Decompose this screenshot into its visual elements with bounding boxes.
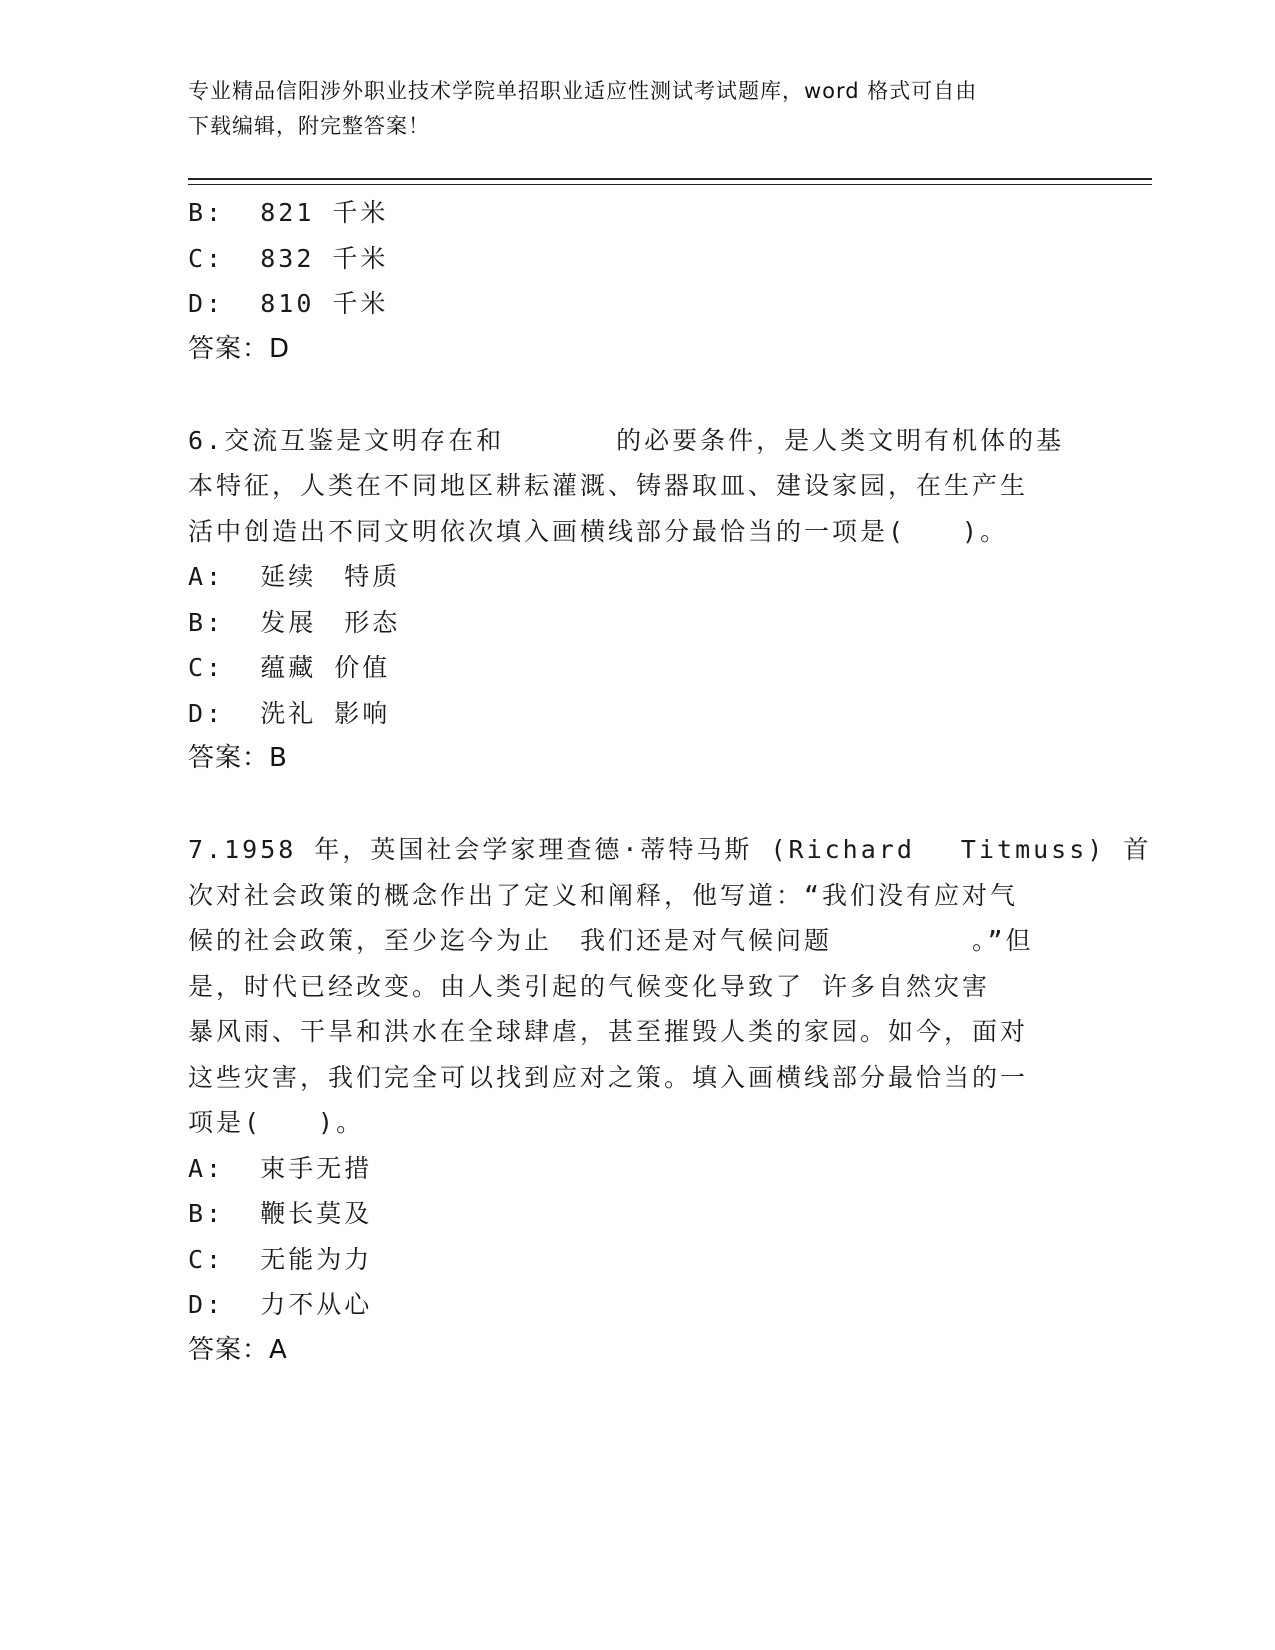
option-c bbox=[188, 645, 1088, 691]
option-label: C: bbox=[188, 1244, 225, 1274]
option-text: 鞭长莫及 bbox=[260, 1199, 373, 1228]
question-7-options bbox=[188, 1146, 1088, 1328]
option-d bbox=[188, 691, 1088, 737]
option-b bbox=[188, 1191, 1088, 1237]
option-text: 发展 形态 bbox=[260, 607, 401, 637]
header-rule-thin bbox=[188, 184, 1152, 185]
option-c bbox=[188, 236, 1088, 282]
question-line: 本特征，人类在不同地区耕耘灌溉、铸器取皿、建设家园，在生产生 bbox=[188, 471, 1029, 500]
option-text: 810 千米 bbox=[260, 289, 389, 318]
header-line-1: 专业精品信阳涉外职业技术学院单招职业适应性测试考试题库，word 格式可自由 bbox=[188, 79, 978, 103]
option-label: C: bbox=[188, 243, 225, 273]
option-label: C: bbox=[188, 653, 225, 682]
option-b bbox=[188, 600, 1088, 646]
question-line: 6.交流互鉴是文明存在和 的必要条件，是人类文明有机体的基 bbox=[188, 425, 1065, 455]
option-text: 束手无措 bbox=[260, 1153, 373, 1183]
question-5-options bbox=[188, 190, 1088, 327]
option-a bbox=[188, 1146, 1088, 1192]
option-label: A: bbox=[188, 562, 225, 591]
option-a bbox=[188, 554, 1088, 600]
question-6-options bbox=[188, 554, 1088, 736]
option-label: B: bbox=[188, 1199, 225, 1228]
option-text: 821 千米 bbox=[260, 198, 389, 227]
question-5-answer: 答案：D bbox=[188, 333, 291, 364]
question-line: 7.1958 年，英国社会学家理查德·蒂特马斯 (Richard Titmuss) 首 bbox=[188, 835, 1152, 864]
question-line: 活中创造出不同文明依次填入画横线部分最恰当的一项是( )。 bbox=[188, 516, 1009, 546]
option-d bbox=[188, 281, 1088, 327]
question-line: 是，时代已经改变。由人类引起的气候变化导致了 许多自然灾害 bbox=[188, 971, 991, 1001]
question-7-answer: 答案：A bbox=[188, 1334, 288, 1365]
option-text: 力不从心 bbox=[260, 1290, 373, 1319]
option-c bbox=[188, 1237, 1088, 1283]
spacer bbox=[188, 782, 1088, 828]
question-line: 项是( )。 bbox=[188, 1108, 365, 1137]
option-label: B: bbox=[188, 198, 225, 227]
document-body bbox=[188, 190, 1152, 1373]
question-6-stem bbox=[188, 418, 1088, 555]
page-header bbox=[188, 74, 1088, 144]
option-label: D: bbox=[188, 1290, 225, 1319]
option-b bbox=[188, 190, 1088, 236]
option-text: 延续 特质 bbox=[260, 562, 401, 591]
header-line-2: 下载编辑，附完整答案！ bbox=[188, 114, 430, 138]
option-text: 蕴藏 价值 bbox=[260, 653, 391, 682]
option-text: 无能为力 bbox=[260, 1244, 373, 1274]
option-text: 832 千米 bbox=[260, 243, 389, 273]
question-6-answer: 答案：B bbox=[188, 743, 288, 773]
spacer bbox=[188, 372, 1088, 418]
option-d bbox=[188, 1282, 1088, 1328]
option-label: B: bbox=[188, 607, 225, 637]
option-label: A: bbox=[188, 1153, 225, 1183]
question-line: 次对社会政策的概念作出了定义和阐释，他写道：“我们没有应对气 bbox=[188, 880, 1019, 910]
option-label: D: bbox=[188, 289, 225, 318]
option-text: 洗礼 影响 bbox=[260, 698, 391, 728]
header-rule-thick bbox=[188, 178, 1152, 180]
question-line: 候的社会政策，至少迄今为止 我们还是对气候问题 。”但 bbox=[188, 926, 1034, 955]
question-7-stem bbox=[188, 827, 1152, 1146]
option-label: D: bbox=[188, 698, 225, 728]
question-line: 暴风雨、干旱和洪水在全球肆虐，甚至摧毁人类的家园。如今，面对 bbox=[188, 1017, 1029, 1046]
question-line: 这些灾害，我们完全可以找到应对之策。填入画横线部分最恰当的一 bbox=[188, 1062, 1029, 1092]
